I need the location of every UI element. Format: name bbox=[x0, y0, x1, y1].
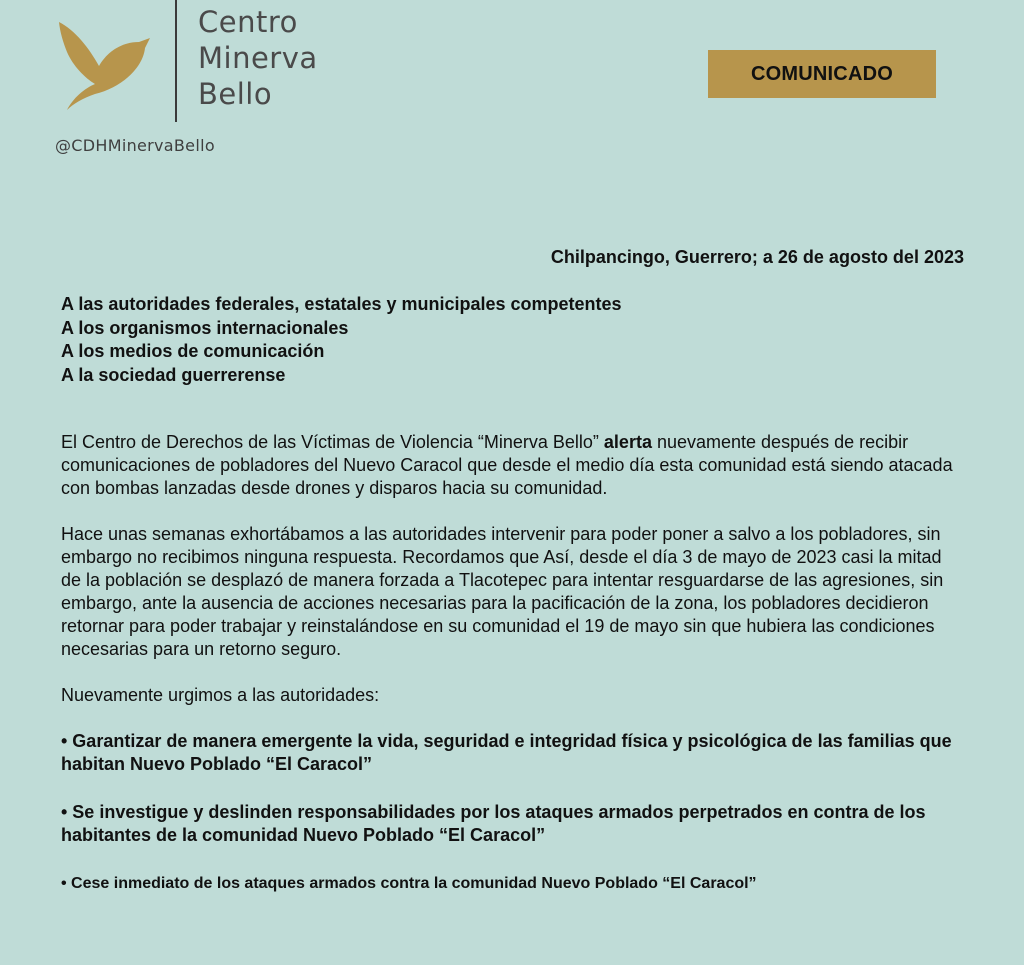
demand-item: • Cese inmediato de los ataques armados contra la comunidad Nuevo Poblado “El Caracol” bbox=[61, 875, 757, 892]
comunicado-badge: COMUNICADO bbox=[708, 50, 936, 98]
alert-keyword: alerta bbox=[603, 432, 652, 452]
statement-body bbox=[61, 431, 966, 920]
logo-wordmark bbox=[198, 4, 318, 112]
logo-line-1: Centro bbox=[198, 5, 298, 39]
demand-item: • Se investigue y deslinden responsabilidades por los ataques armados perpetrados en contra de los habitantes de la comunidad Nuevo Poblado “El Caracol” bbox=[61, 802, 926, 845]
dove-icon bbox=[55, 8, 160, 113]
logo-divider bbox=[175, 0, 177, 122]
logo-line-2: Minerva bbox=[198, 41, 318, 75]
addressee-item: A los organismos internacionales bbox=[61, 317, 349, 338]
addressee-item: A las autoridades federales, estatales y municipales competentes bbox=[61, 294, 622, 314]
social-handle: @CDHMinervaBello bbox=[55, 136, 215, 155]
addressee-list bbox=[61, 293, 622, 387]
addressee-item: A la sociedad guerrerense bbox=[61, 364, 286, 385]
logo-line-3: Bello bbox=[198, 77, 273, 111]
paragraph-context: Hace unas semanas exhortábamos a las autoridades intervenir para poder poner a salvo a los pobladores, sin embargo no recibimos ninguna respuesta. Recordamos que Así, desde el día 3 de mayo de 2023 casi la mitad de la población se desplazó de manera forzada a Tlacotepec para intentar resguardarse de las agresiones, sin embargo, ante la ausencia de acciones necesarias para la pacificación de la zona, los pobladores decidieron retornar para poder trabajar y reinstalándose en su comunidad el 19 de mayo sin que hubiera las condiciones necesarias para un retorno seguro. bbox=[61, 524, 944, 659]
paragraph-urge: Nuevamente urgimos a las autoridades: bbox=[61, 685, 380, 705]
demand-item: • Garantizar de manera emergente la vida, seguridad e integridad física y psicológica de las familias que habitan Nuevo Poblado “El Caracol” bbox=[61, 731, 952, 774]
addressee-item: A los medios de comunicación bbox=[61, 341, 325, 361]
date-line: Chilpancingo, Guerrero; a 26 de agosto del 2023 bbox=[550, 247, 964, 267]
paragraph-text: El Centro de Derechos de las Víctimas de Violencia “Minerva Bello” bbox=[61, 432, 604, 452]
paragraph-alert bbox=[61, 431, 966, 500]
paragraph-text: nuevamente después de recibir comunicaciones de pobladores del Nuevo Caracol que desde el medio día esta comunidad está siendo atacada con bombas lanzadas desde drones y disparos hacia su comunidad. bbox=[61, 432, 953, 498]
